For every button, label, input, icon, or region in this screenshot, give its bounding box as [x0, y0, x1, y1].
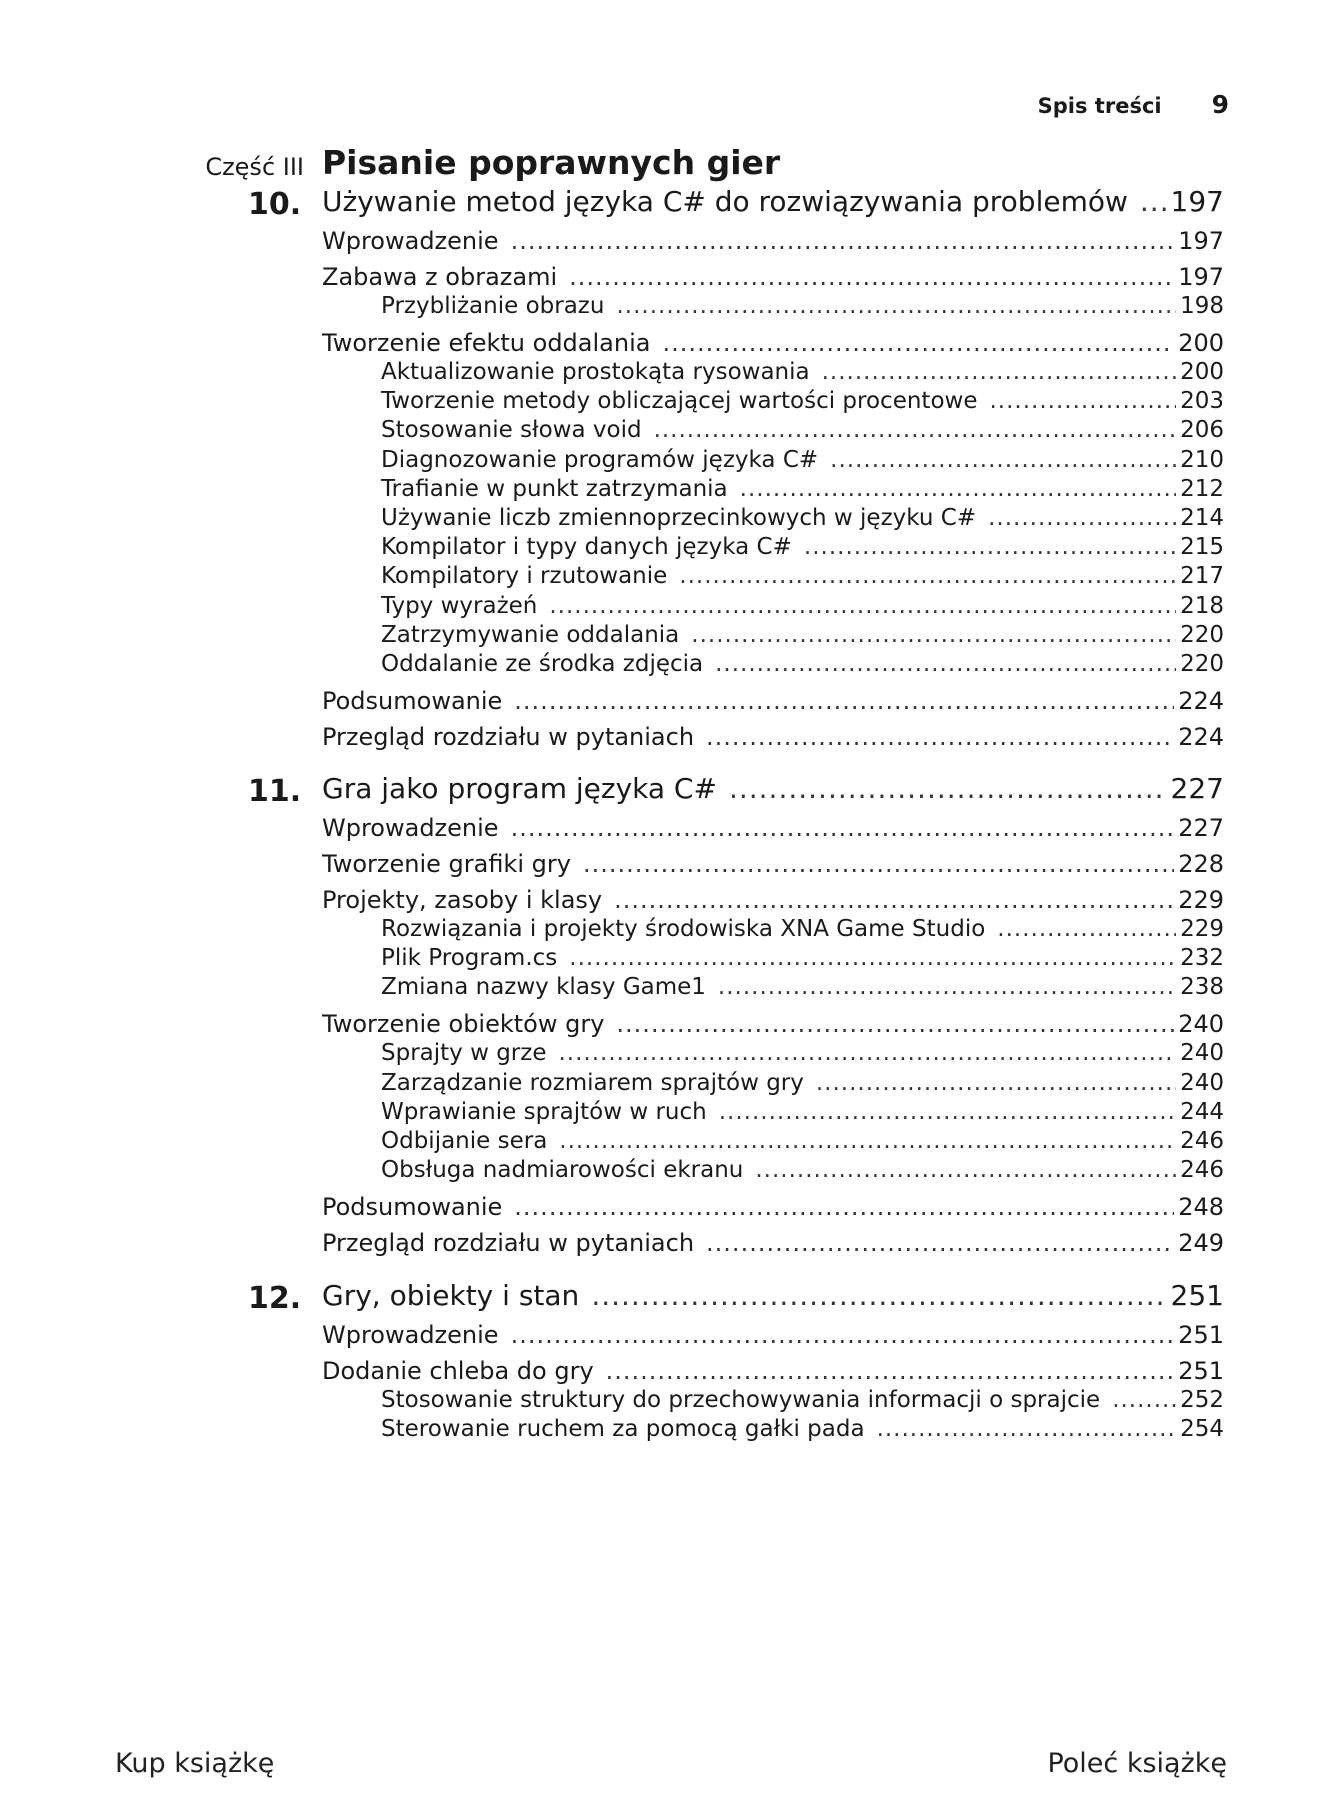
subsection-entry[interactable]: [381, 1040, 1224, 1066]
entry-page: 215: [1180, 534, 1224, 561]
entry-page: 200: [1180, 359, 1224, 385]
entry-page: 214: [1180, 505, 1224, 531]
dot-leader: [740, 476, 1176, 502]
chapter-page: 227: [1170, 772, 1224, 805]
entry-title: Tworzenie metody obliczającej wartości procentowe: [381, 388, 978, 415]
chapter-page: 197: [1170, 185, 1224, 218]
entry-title: Wprowadzenie: [322, 1321, 499, 1349]
section-entry[interactable]: [322, 263, 1224, 291]
entry-title: Zatrzymywanie oddalania: [381, 621, 680, 648]
subsection-entry[interactable]: [381, 1157, 1224, 1183]
dot-leader: [877, 1416, 1177, 1442]
dot-leader: [569, 263, 1174, 291]
dot-leader: [654, 417, 1177, 443]
entry-title: Używanie liczb zmiennoprzecinkowych w języku C#: [381, 505, 977, 531]
entry-title: Kompilator i typy danych języka C#: [381, 534, 792, 561]
entry-title: Przegląd rozdziału w pytaniach: [322, 1229, 695, 1258]
entry-title: Tworzenie efektu oddalania: [322, 329, 651, 357]
entry-title: Zarządzanie rozmiarem sprajtów gry: [381, 1069, 804, 1096]
entry-page: 210: [1180, 446, 1224, 473]
entry-page: 244: [1180, 1098, 1224, 1125]
dot-leader: [569, 945, 1176, 971]
subsection-entry[interactable]: [381, 916, 1224, 942]
entry-title: Zmiana nazwy klasy Game1: [381, 974, 706, 1001]
subsection-entry[interactable]: [381, 505, 1224, 531]
entry-title: Sprajty w grze: [381, 1040, 547, 1067]
dot-leader: [511, 1321, 1175, 1349]
entry-title: Podsumowanie: [322, 1193, 503, 1222]
entry-page: 240: [1180, 1069, 1224, 1096]
entry-page: 197: [1178, 227, 1224, 255]
dot-leader: [616, 1010, 1174, 1038]
subsection-entry[interactable]: [381, 359, 1224, 385]
dot-leader: [804, 534, 1176, 560]
entry-title: Diagnozowanie programów języka C#: [381, 446, 819, 473]
chapter-number: 10.: [248, 187, 302, 222]
dot-leader: [755, 1157, 1176, 1183]
subsection-entry[interactable]: [381, 417, 1224, 443]
dot-leader: [706, 723, 1174, 751]
entry-title: Przybliżanie obrazu: [381, 293, 605, 319]
dot-leader: [616, 293, 1176, 319]
entry-title: Wprawianie sprajtów w ruch: [381, 1098, 707, 1125]
subsection-entry[interactable]: [381, 1070, 1224, 1096]
entry-page: 227: [1178, 814, 1224, 842]
dot-leader: [706, 1229, 1174, 1257]
recommend-book-link[interactable]: Poleć książkę: [1047, 1748, 1227, 1779]
entry-title: Kompilatory i rzutowanie: [381, 563, 668, 590]
entry-title: Stosowanie słowa void: [381, 417, 642, 444]
entry-page: 229: [1178, 886, 1224, 914]
section-entry[interactable]: [322, 227, 1224, 255]
entry-page: 246: [1180, 1128, 1224, 1154]
chapter-title: Używanie metod języka C# do rozwiązywania problemów: [322, 185, 1128, 218]
entry-page: 252: [1180, 1387, 1224, 1413]
subsection-entry[interactable]: [381, 563, 1224, 589]
dot-leader: [997, 916, 1176, 942]
dot-leader: [830, 447, 1176, 473]
chapter-number: 12.: [248, 1281, 302, 1316]
dot-leader: [558, 1040, 1176, 1066]
dot-leader: [514, 1193, 1174, 1221]
dot-leader: [679, 563, 1176, 589]
entry-page: 224: [1178, 723, 1224, 751]
dot-leader: [988, 505, 1176, 531]
subsection-entry[interactable]: [381, 476, 1224, 502]
section-entry[interactable]: [322, 687, 1224, 715]
entry-title: Przegląd rozdziału w pytaniach: [322, 723, 695, 751]
section-entry[interactable]: [322, 1010, 1224, 1038]
entry-page: 206: [1180, 417, 1224, 444]
entry-page: 240: [1180, 1040, 1224, 1067]
dot-leader: [511, 227, 1175, 255]
entry-title: Projekty, zasoby i klasy: [322, 886, 603, 914]
dot-leader: [719, 1099, 1176, 1125]
subsection-entry[interactable]: [381, 534, 1224, 560]
subsection-entry[interactable]: [381, 1416, 1224, 1442]
subsection-entry[interactable]: [381, 1099, 1224, 1125]
subsection-entry[interactable]: [381, 622, 1224, 648]
entry-page: 198: [1180, 293, 1224, 319]
subsection-entry[interactable]: [381, 974, 1224, 1000]
dot-leader: [662, 329, 1174, 357]
entry-title: Dodanie chleba do gry: [322, 1357, 594, 1385]
subsection-entry[interactable]: [381, 293, 1224, 319]
chapter-title: Gry, obiekty i stan: [322, 1279, 580, 1312]
entry-title: Podsumowanie: [322, 687, 503, 715]
entry-title: Stosowanie struktury do przechowywania informacji o sprajcie: [381, 1387, 1101, 1413]
chapter-entry[interactable]: [322, 772, 1224, 805]
section-entry[interactable]: [322, 1193, 1224, 1221]
dot-leader: [715, 651, 1176, 677]
entry-title: Sterowanie ruchem za pomocą gałki pada: [381, 1416, 865, 1443]
entry-page: 254: [1180, 1416, 1224, 1443]
dot-leader: [729, 772, 1167, 805]
section-entry[interactable]: [322, 329, 1224, 357]
section-entry[interactable]: [322, 850, 1224, 878]
dot-leader: [989, 388, 1176, 414]
entry-title: Tworzenie obiektów gry: [322, 1010, 605, 1039]
section-entry[interactable]: [322, 814, 1224, 842]
part-title: Pisanie poprawnych gier: [322, 143, 781, 182]
entry-title: Obsługa nadmiarowości ekranu: [381, 1157, 744, 1184]
section-entry[interactable]: [322, 1321, 1224, 1349]
entry-title: Wprowadzenie: [322, 227, 499, 255]
section-entry[interactable]: [322, 1229, 1224, 1257]
chapter-number: 11.: [248, 774, 302, 809]
entry-page: 232: [1180, 945, 1224, 972]
section-entry[interactable]: [322, 723, 1224, 751]
entry-page: 238: [1180, 974, 1224, 1001]
entry-page: 220: [1180, 621, 1224, 648]
part-label: Część III: [205, 153, 304, 181]
entry-page: 220: [1180, 651, 1224, 677]
subsection-entry[interactable]: [381, 1387, 1224, 1413]
entry-title: Zabawa z obrazami: [322, 263, 558, 291]
entry-title: Typy wyrażeń: [381, 592, 538, 619]
entry-page: 248: [1178, 1193, 1224, 1222]
entry-page: 224: [1178, 687, 1224, 715]
entry-page: 212: [1180, 475, 1224, 502]
chapter-page: 251: [1170, 1279, 1224, 1312]
dot-leader: [1112, 1387, 1176, 1413]
entry-title: Oddalanie ze środka zdjęcia: [381, 651, 704, 677]
dot-leader: [559, 1128, 1176, 1154]
dot-leader: [511, 814, 1175, 842]
dot-leader: [514, 687, 1174, 715]
entry-title: Plik Program.cs: [381, 945, 558, 972]
page-number: 9: [1211, 90, 1229, 119]
subsection-entry[interactable]: [381, 1128, 1224, 1154]
buy-book-link[interactable]: Kup książkę: [115, 1748, 275, 1779]
subsection-entry[interactable]: [381, 945, 1224, 971]
entry-page: 240: [1178, 1010, 1224, 1039]
entry-page: 228: [1178, 850, 1224, 878]
entry-page: 246: [1180, 1157, 1224, 1184]
section-entry[interactable]: [322, 1357, 1224, 1385]
entry-page: 197: [1178, 263, 1224, 291]
entry-page: 218: [1180, 592, 1224, 619]
chapter-entry[interactable]: [322, 185, 1224, 218]
dot-leader: [691, 622, 1176, 648]
subsection-entry[interactable]: [381, 388, 1224, 414]
chapter-title: Gra jako program języka C#: [322, 772, 717, 805]
dot-leader: [718, 974, 1176, 1000]
entry-page: 251: [1178, 1357, 1224, 1385]
dot-leader: [606, 1357, 1175, 1385]
dot-leader: [1140, 185, 1167, 218]
chapter-entry[interactable]: [322, 1279, 1224, 1312]
dot-leader: [549, 593, 1176, 619]
dot-leader: [583, 850, 1174, 878]
entry-page: 217: [1180, 563, 1224, 590]
entry-page: 200: [1178, 329, 1224, 357]
entry-title: Tworzenie grafiki gry: [322, 850, 571, 878]
running-header-title: Spis treści: [1037, 94, 1162, 118]
entry-title: Rozwiązania i projekty środowiska XNA Game Studio: [381, 916, 986, 942]
entry-page: 251: [1178, 1321, 1224, 1349]
entry-title: Odbijanie sera: [381, 1128, 548, 1154]
dot-leader: [822, 359, 1176, 385]
entry-page: 229: [1180, 916, 1224, 942]
entry-page: 203: [1180, 388, 1224, 415]
subsection-entry[interactable]: [381, 593, 1224, 619]
dot-leader: [591, 1279, 1166, 1312]
dot-leader: [816, 1070, 1176, 1096]
subsection-entry[interactable]: [381, 447, 1224, 473]
entry-title: Wprowadzenie: [322, 814, 499, 842]
entry-page: 249: [1178, 1229, 1224, 1258]
dot-leader: [614, 886, 1174, 914]
entry-title: Aktualizowanie prostokąta rysowania: [381, 359, 810, 385]
entry-title: Trafianie w punkt zatrzymania: [381, 475, 728, 502]
subsection-entry[interactable]: [381, 651, 1224, 677]
section-entry[interactable]: [322, 886, 1224, 914]
